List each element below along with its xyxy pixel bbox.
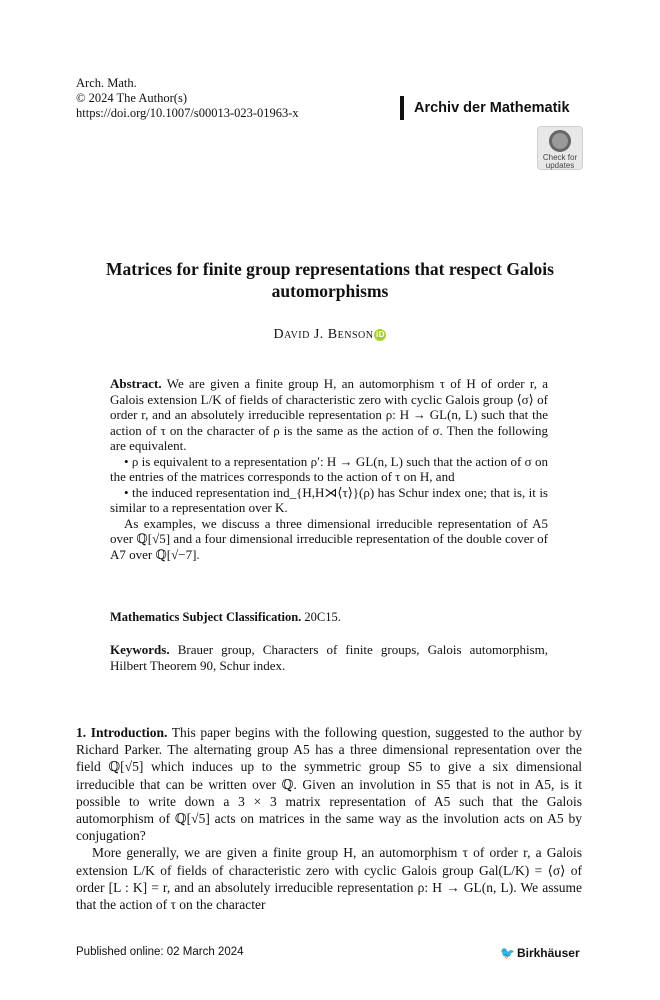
check-updates-icon	[549, 130, 571, 152]
keywords-value: Brauer group, Characters of finite groups, Galois automorphism, Hilbert Theorem 90, Schur index.	[110, 642, 549, 673]
abstract-bullet-2: • the induced representation ind_{H,H⋊⟨τ⟩}(ρ) has Schur index one; that is, it is similar to a representation over K.	[110, 484, 548, 515]
msc-line	[110, 610, 341, 625]
journal-abbrev: Arch. Math.	[76, 76, 137, 90]
keywords	[110, 642, 548, 674]
intro-paragraph-1: This paper begins with the following question, suggested to the author by Richard Parker. The alternating group A5 has a three dimensional representation over the field ℚ[√5] which induces up to the symmetric group S5 to give a six dimensional irreducible that can be written over ℚ. Given an involution in S5 that is not in A5, is it possible to write down a 3 × 3 matrix representation of A5 such that the Galois automorphism of ℚ[√5] acts on matrices in the same way as the involution acts on A5 by conjugation?	[76, 725, 582, 844]
badge-line-1: Check for	[542, 153, 578, 162]
abstract-bullet-1: • ρ is equivalent to a representation ρ′: H → GL(n, L) such that the action of σ on the entries of the matrices corresponds to the action of τ on H, and	[110, 453, 548, 484]
bird-icon: 🐦	[500, 946, 515, 960]
doi-link[interactable]: https://doi.org/10.1007/s00013-023-01963-x	[76, 106, 299, 120]
author-line	[0, 327, 660, 343]
abstract	[110, 376, 548, 562]
copyright-line: © 2024 The Author(s)	[76, 91, 187, 105]
abstract-label: Abstract.	[110, 376, 162, 391]
intro-heading: 1. Introduction.	[76, 725, 168, 740]
publisher-logo	[500, 946, 580, 960]
badge-line-2: updates	[545, 161, 575, 170]
author-name: David J. Benson	[273, 327, 374, 342]
msc-value: 20C15.	[304, 610, 341, 624]
paper-title: Matrices for finite group representations that respect Galois automorphisms	[106, 259, 554, 301]
journal-name: Archiv der Mathematik	[400, 96, 570, 120]
introduction-section	[76, 724, 582, 913]
msc-label: Mathematics Subject Classification.	[110, 610, 302, 624]
abstract-paragraph-1: We are given a finite group H, an automorphism τ of H of order r, a Galois extension L/K of fields of characteristic zero with cyclic Galois group ⟨σ⟩ of order r, and an absolutely irreducible representation ρ: H → GL(n, L) such that the action of τ on the character of ρ is the same as the action of σ. Then the following are equivalent.	[110, 376, 549, 453]
publisher-name: Birkhäuser	[516, 946, 580, 960]
abstract-paragraph-2: As examples, we discuss a three dimensional irreducible representation of A5 over ℚ[√5] and a four dimensional irreducible representation of the double cover of A7 over ℚ[√−7].	[110, 515, 548, 562]
keywords-label: Keywords.	[110, 642, 170, 657]
published-date: Published online: 02 March 2024	[76, 946, 244, 958]
orcid-icon[interactable]: iD	[375, 329, 385, 339]
check-for-updates-badge[interactable]	[537, 126, 583, 170]
intro-paragraph-2: More generally, we are given a finite group H, an automorphism τ of order r, a Galois extension L/K of fields of characteristic zero with cyclic Galois group Gal(L/K) = ⟨σ⟩ of order [L : K] = r, and an absolutely irreducible representation ρ: H → GL(n, L). We assume that the action of τ on the character	[76, 845, 582, 913]
header-meta	[76, 76, 299, 121]
